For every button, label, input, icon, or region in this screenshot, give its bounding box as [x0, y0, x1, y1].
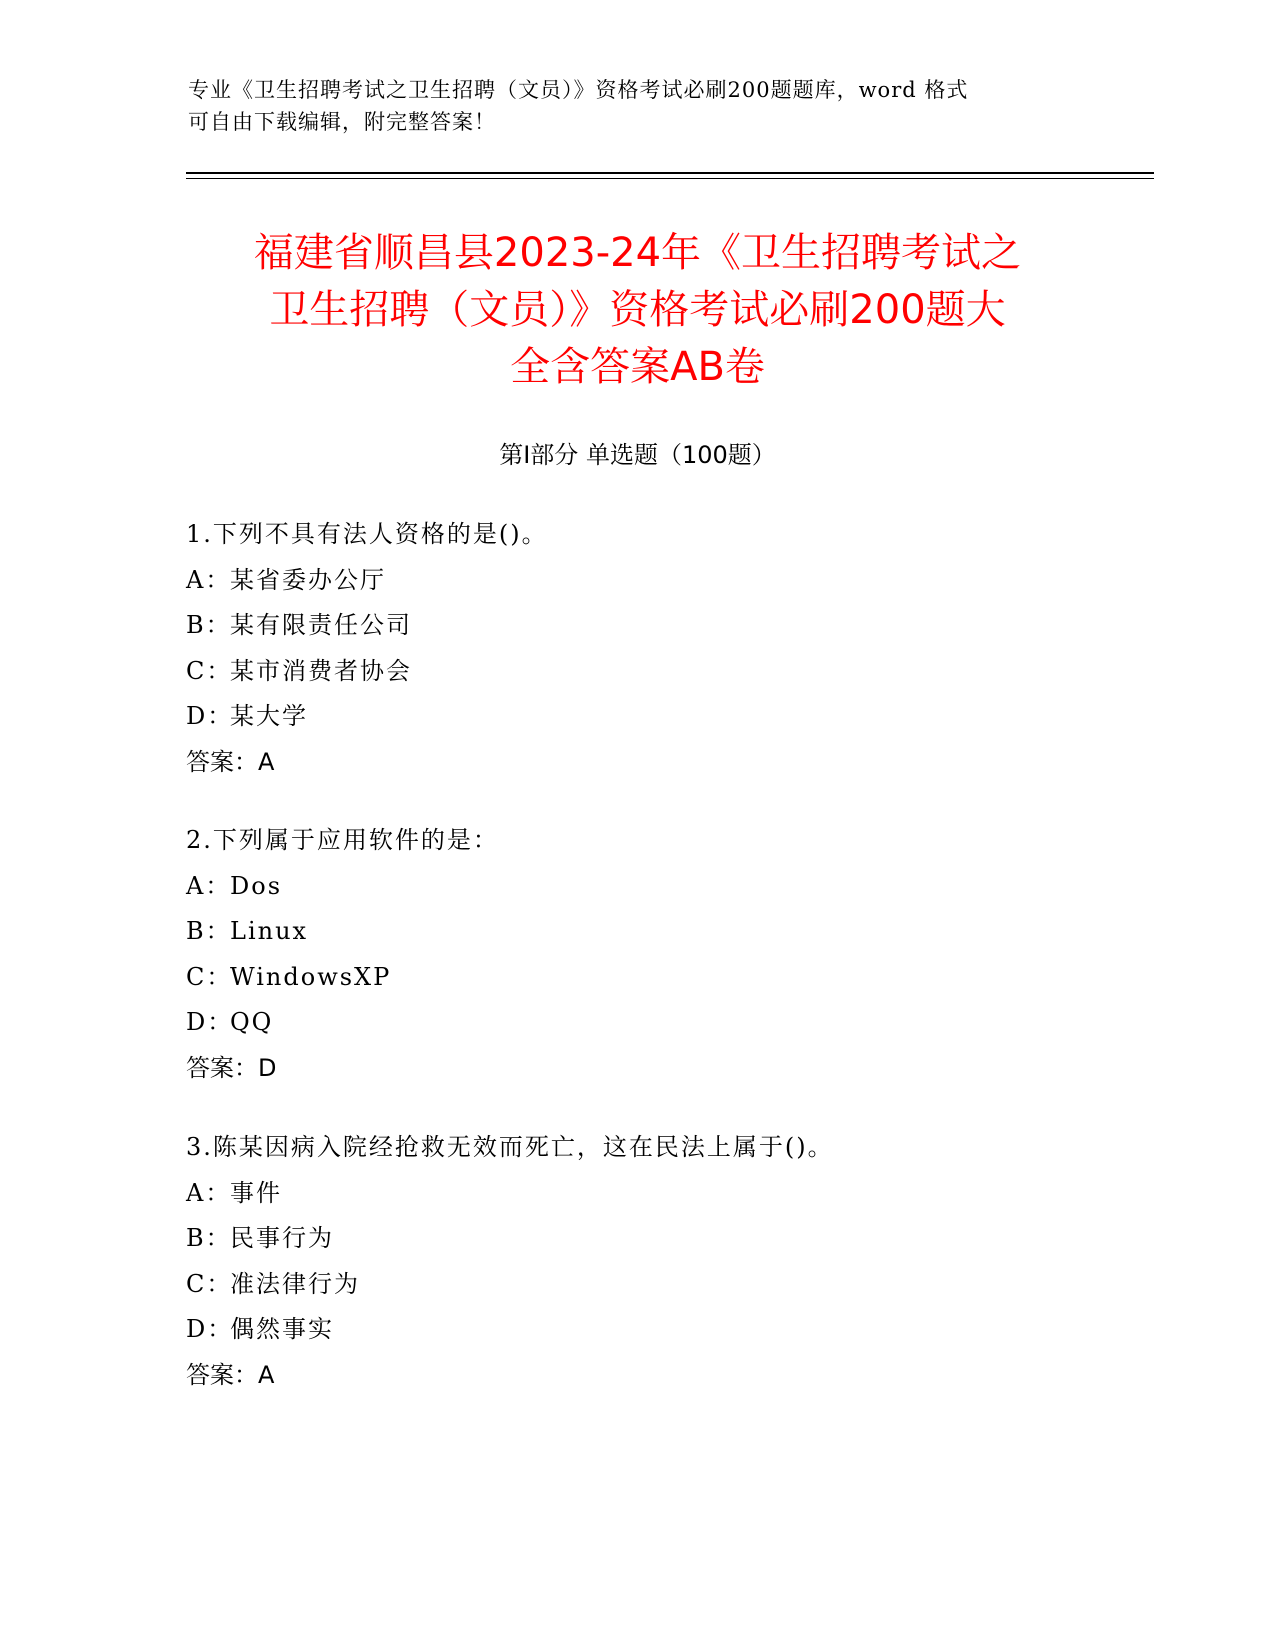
option-text: QQ	[230, 1008, 274, 1036]
option-key: A：	[186, 871, 232, 900]
option-text: 偶然事实	[230, 1315, 334, 1343]
question-option-c	[186, 1262, 1146, 1308]
option-text: 准法律行为	[230, 1269, 360, 1298]
question-option-b	[186, 1216, 1146, 1262]
question-stem: 3.陈某因病入院经抢救无效而死亡，这在民法上属于()。	[186, 1133, 834, 1161]
question-2	[186, 818, 1146, 1091]
option-text: 某市消费者协会	[230, 656, 412, 685]
option-key: C：	[186, 656, 233, 685]
header-note-line2: 可自由下载编辑，附完整答案！	[188, 110, 496, 134]
option-text: 某有限责任公司	[230, 611, 412, 639]
option-text: 民事行为	[230, 1224, 334, 1252]
question-option-b	[186, 909, 1146, 955]
option-key: C：	[186, 962, 233, 991]
question-1	[186, 512, 1146, 785]
question-option-d	[186, 1000, 1146, 1046]
question-3	[186, 1125, 1146, 1398]
header-note-line1: 专业《卫生招聘考试之卫生招聘（文员）》资格考试必刷200题题库，word 格式	[188, 78, 969, 102]
document-title-line3: 全含答案AB卷	[510, 344, 765, 390]
question-option-c	[186, 649, 1146, 695]
option-key: B：	[186, 611, 232, 639]
option-text: Linux	[230, 917, 309, 945]
header-note	[188, 74, 1068, 138]
header-divider-thin	[186, 178, 1154, 179]
section-title: 第Ⅰ部分 单选题（100题）	[499, 441, 776, 469]
option-text: 某大学	[230, 702, 308, 730]
question-answer: 答案：D	[186, 1053, 277, 1082]
option-text: 某省委办公厅	[230, 565, 386, 594]
question-stem: 1.下列不具有法人资格的是()。	[186, 520, 548, 548]
option-key: D：	[186, 1315, 234, 1343]
question-stem: 2.下列属于应用软件的是：	[186, 826, 499, 854]
option-text: WindowsXP	[230, 962, 392, 991]
document-title-line2: 卫生招聘（文员）》资格考试必刷200题大	[269, 287, 1006, 333]
question-option-c	[186, 955, 1146, 1001]
question-answer: 答案：A	[186, 747, 275, 776]
document-title	[150, 225, 1125, 396]
question-option-a	[186, 864, 1146, 910]
header-divider-thick	[186, 172, 1154, 174]
option-text: 事件	[230, 1178, 282, 1207]
question-option-d	[186, 694, 1146, 740]
option-key: A：	[186, 565, 232, 594]
option-key: B：	[186, 1224, 232, 1252]
option-key: A：	[186, 1178, 232, 1207]
question-answer: 答案：A	[186, 1360, 275, 1389]
option-key: C：	[186, 1269, 233, 1298]
question-option-b	[186, 603, 1146, 649]
question-option-d	[186, 1307, 1146, 1353]
option-key: D：	[186, 702, 234, 730]
question-option-a	[186, 558, 1146, 604]
option-key: B：	[186, 917, 232, 945]
option-key: D：	[186, 1008, 234, 1036]
document-title-line1: 福建省顺昌县2023-24年《卫生招聘考试之	[253, 230, 1022, 276]
question-option-a	[186, 1171, 1146, 1217]
option-text: Dos	[230, 871, 283, 900]
